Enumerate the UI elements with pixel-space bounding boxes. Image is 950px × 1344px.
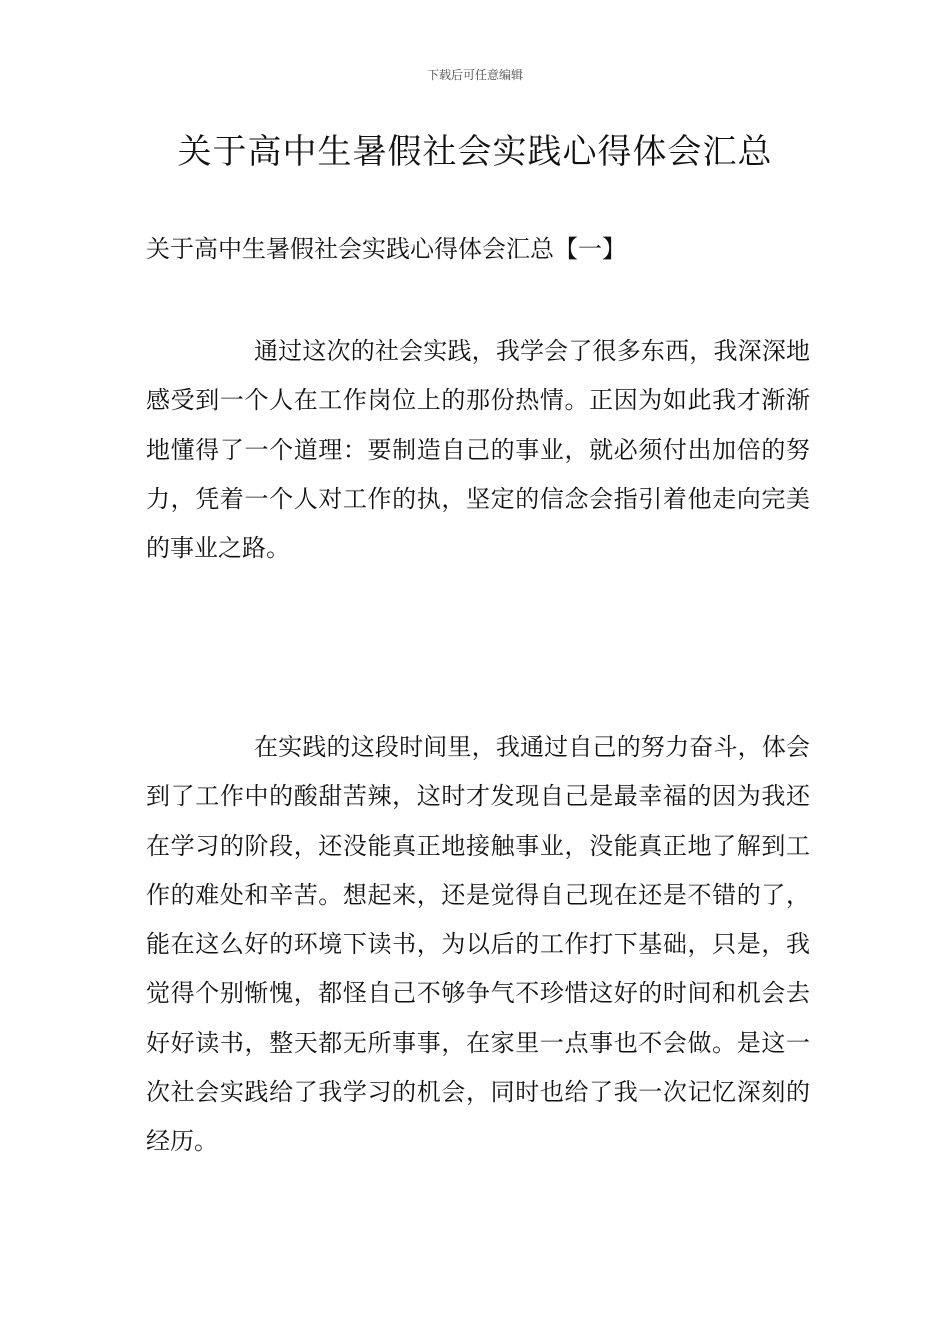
document-title: 关于高中生暑假社会实践心得体会汇总	[177, 132, 773, 172]
section-heading: 关于高中生暑假社会实践心得体会汇总【一】	[146, 235, 626, 263]
header-note: 下载后可任意编辑	[426, 68, 523, 82]
body-paragraph-1: 通过这次的社会实践，我学会了很多东西，我深深地感受到一个人在工作岗位上的那份热情。正因为如此我才渐渐地懂得了一个道理：要制造自己的事业，就必须付出加倍的努力，凭着一个人对工作的执，坚定的信念会指引着他走向完美的事业之路。	[146, 337, 810, 563]
body-paragraph-2: 在实践的这段时间里，我通过自己的努力奋斗，体会到了工作中的酸甜苦辣，这时才发现自己是最幸福的因为我还在学习的阶段，还没能真正地接触事业，没能真正地了解到工作的难处和辛苦。想起来，还是觉得自己现在还是不错的了，能在这么好的环境下读书，为以后的工作打下基础，只是，我觉得个别惭愧，都怪自己不够争气不珍惜这好的时间和机会去好好读书，整天都无所事事，在家里一点事也不会做。是这一次社会实践给了我学习的机会，同时也给了我一次记忆深刻的经历。	[146, 733, 810, 1156]
